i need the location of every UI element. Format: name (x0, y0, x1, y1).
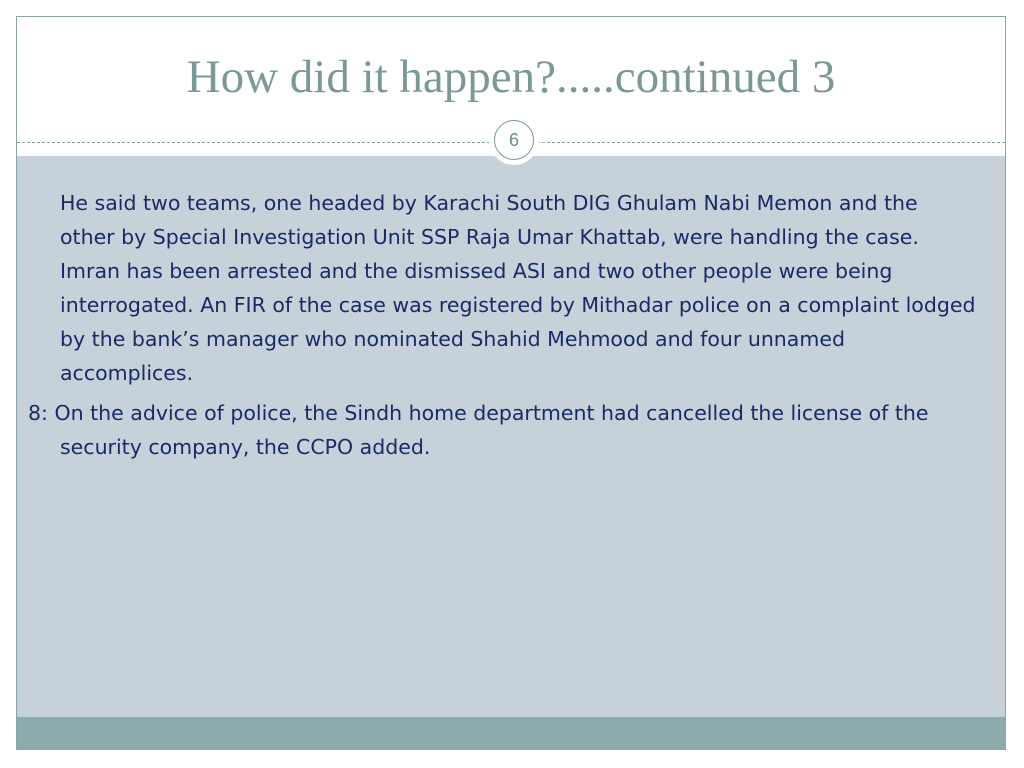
slide-body (28, 186, 978, 464)
slide-title: How did it happen?.....continued 3 (186, 51, 836, 103)
page-number-badge (489, 115, 539, 165)
page-number: 6 (494, 120, 534, 160)
footer-band (17, 717, 1005, 750)
body-paragraph: He said two teams, one headed by Karachi South DIG Ghulam Nabi Memon and the other by Special Investigation Unit SSP Raja Umar Khattab, were handling the case. Imran has been arrested and the dismissed ASI and two other people were being interrogated. An FIR of the case was registered by Mithadar police on a complaint lodged by the bank’s manager who nominated Shahid Mehmood and four unnamed accomplices. (60, 191, 976, 385)
body-paragraph: 8: On the advice of police, the Sindh home department had cancelled the license of the security company, the CCPO added. (28, 401, 929, 459)
